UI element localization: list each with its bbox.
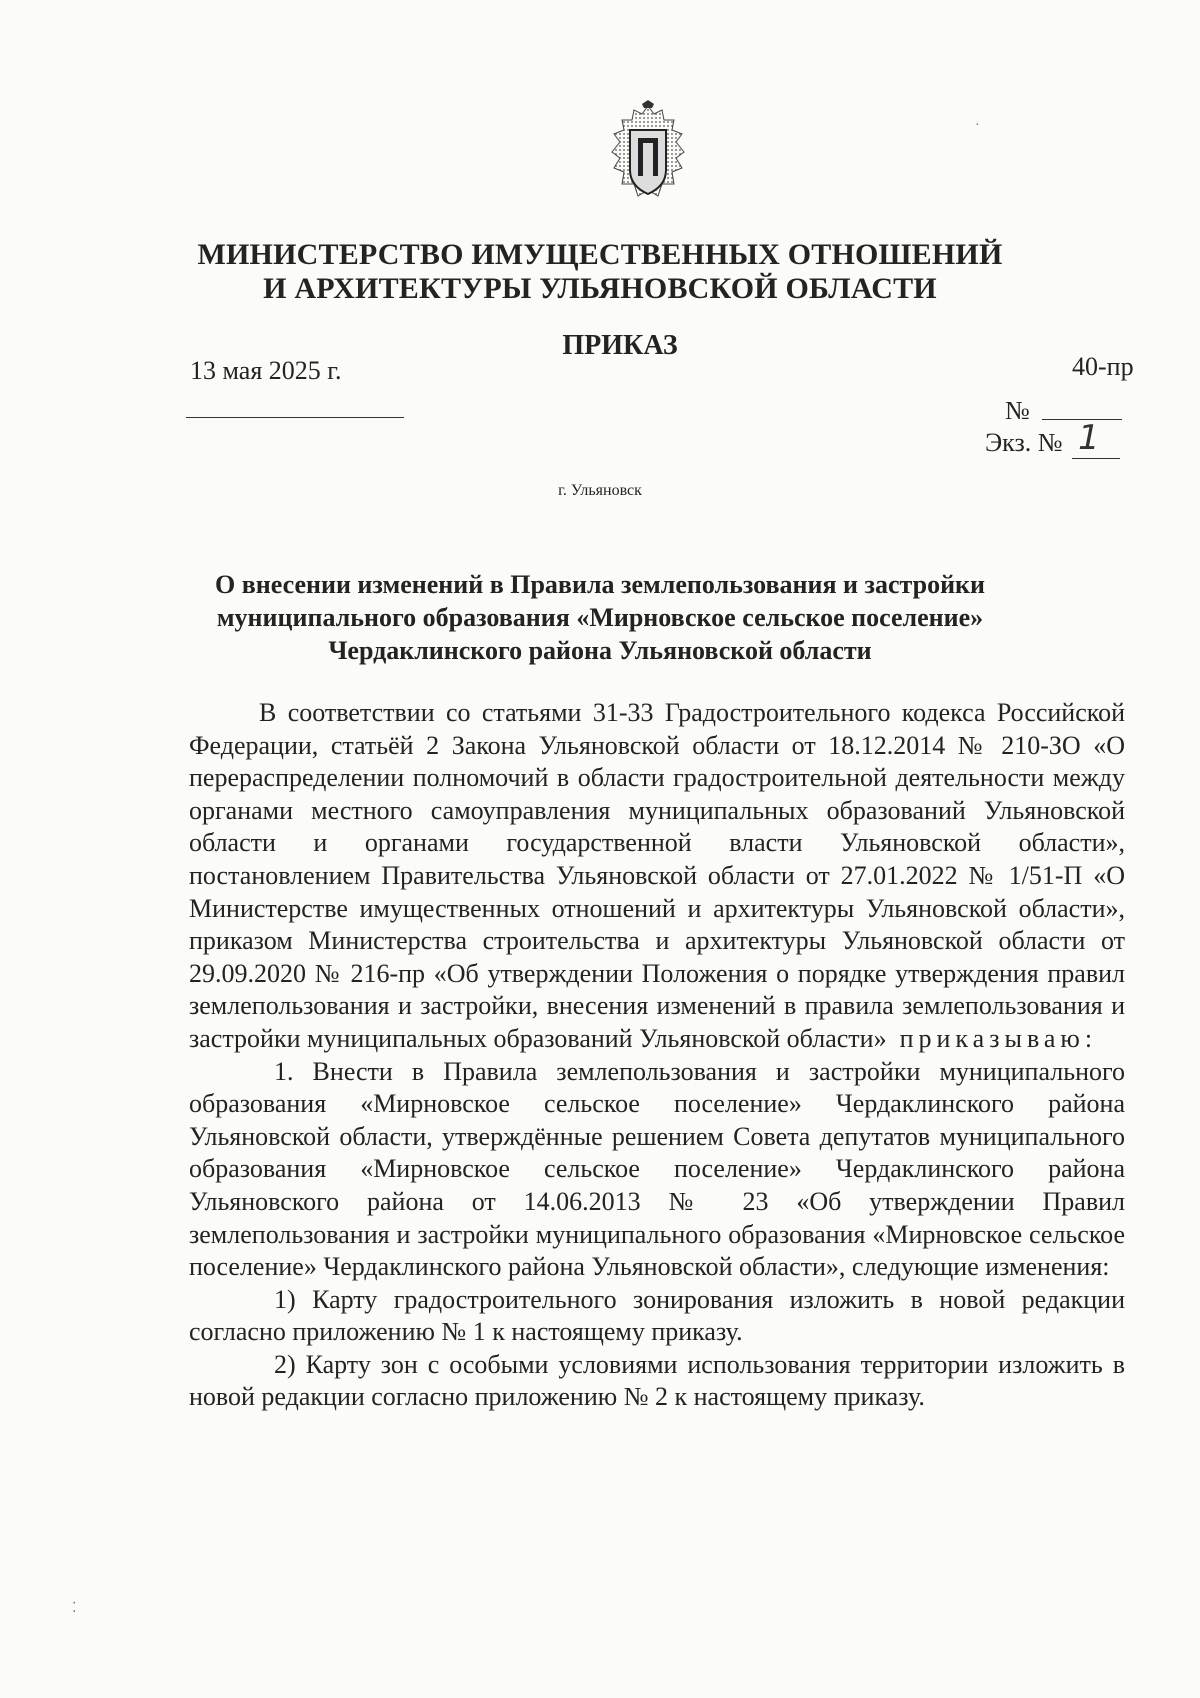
copy-label: Экз. № [985, 428, 1063, 457]
scan-speck: · [975, 118, 980, 133]
document-type: ПРИКАЗ [562, 330, 678, 361]
item-1-2: 2) Карту зон с особыми условиями использования территории изложить в новой редакции согласно приложению № 2 к настоящему приказу. [189, 1349, 1125, 1412]
order-body [189, 697, 1125, 1414]
number-label: № [1005, 396, 1030, 425]
copy-underline [1072, 458, 1120, 459]
ministry-name-line2: И АРХИТЕКТУРЫ УЛЬЯНОВСКОЙ ОБЛАСТИ [263, 272, 937, 305]
ministry-name-line1: МИНИСТЕРСТВО ИМУЩЕСТВЕННЫХ ОТНОШЕНИЙ [197, 238, 1003, 271]
item-1-1: 1) Карту градостроительного зонирования изложить в новой редакции согласно приложению № 1 к настоящему приказу. [189, 1284, 1125, 1347]
order-number: 40-пр [1072, 352, 1134, 381]
city: г. Ульяновск [558, 482, 642, 499]
order-date: 13 мая 2025 г. [190, 356, 342, 385]
preamble-paragraph [189, 697, 1125, 1056]
coat-of-arms-icon [598, 100, 698, 212]
subject-line2: муниципального образования «Мирновское сельское поселение» [216, 603, 984, 632]
item-1: 1. Внести в Правила землепользования и застройки муниципального образования «Мирновское сельское поселение» Чердаклинского района Ульяновской области, утверждённые решением Совета депутатов муниципального образования «Мирновское сельское поселение» Чердаклинского района Ульяновского района от 14.06.2013 № 23 «Об утверждении Правил землепользования и застройки муниципального образования «Мирновское сельское поселение» Чердаклинского района Ульяновской области», следующие изменения: [189, 1056, 1125, 1282]
subject-line1: О внесении изменений в Правила землепользования и застройки [214, 570, 986, 599]
ministry-name [150, 238, 1050, 306]
subject-line3: Чердаклинского района Ульяновской области [328, 636, 872, 665]
date-underline [186, 417, 404, 418]
scan-speck: ⁚ [72, 1601, 77, 1616]
preamble-text: В соответствии со статьями 31-33 Градостроительного кодекса Российской Федерации, статьёй 2 Закона Ульяновской области от 18.12.2014 № 210-ЗО «О перераспределении полномочий в области градостроительной деятельности между органами местного самоуправления муниципальных образований Ульяновской области и органами государственной власти Ульяновской области», постановлением Правительства Ульяновской области от 27.01.2022 № 1/51-П «О Министерстве имущественных отношений и архитектуры Ульяновской области», приказом Министерства строительства и архитектуры Ульяновской области от 29.09.2020 № 216-пр «Об утверждении Положения о порядке утверждения правил землепользования и застройки, внесения изменений в правила землепользования и застройки муниципальных образований Ульяновской области» [189, 698, 1125, 1053]
copy-number-handwritten: 1 [1078, 418, 1100, 458]
order-subject [200, 568, 1000, 667]
order-word: приказываю: [899, 1023, 1098, 1053]
